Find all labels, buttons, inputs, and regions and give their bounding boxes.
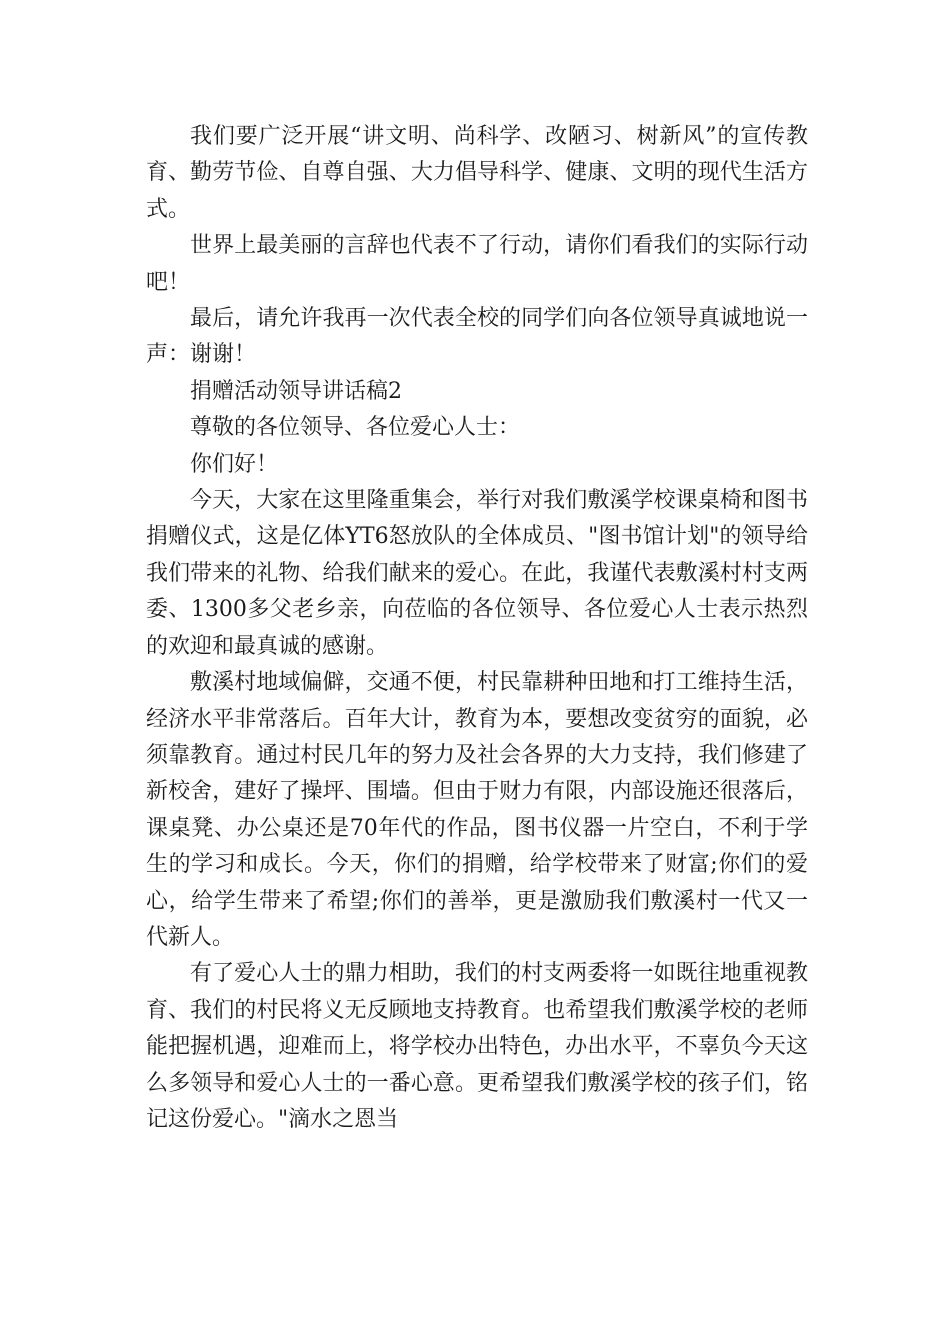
- paragraph-ceremony: 今天，大家在这里隆重集会，举行对我们敷溪学校课桌椅和图书捐赠仪式，这是亿体YT6怒放队的全体成员、"图书馆计划"的领导给我们带来的礼物、给我们献来的爱心。在此，我谨代表敷溪村村支两委、1300多父老乡亲，向莅临的各位领导、各位爱心人士表示热烈的欢迎和最真诚的感谢。: [146, 488, 808, 659]
- paragraph-action: 世界上最美丽的言辞也代表不了行动，请你们看我们的实际行动吧！: [146, 233, 808, 295]
- paragraph-hope: 有了爱心人士的鼎力相助，我们的村支两委将一如既往地重视教育、我们的村民将义无反顾地支持教育。也希望我们敷溪学校的老师能把握机遇，迎难而上，将学校办出特色，办出水平，不辜负今天这么多领导和爱心人士的一番心意。更希望我们敷溪学校的孩子们，铭记这份爱心。"滴水之恩当: [146, 961, 808, 1132]
- document-page: [146, 119, 808, 1138]
- salutation: 尊敬的各位领导、各位爱心人士：: [190, 415, 521, 441]
- greeting: 你们好！: [190, 451, 279, 477]
- paragraph-village: 敷溪村地域偏僻，交通不便，村民靠耕种田地和打工维持生活，经济水平非常落后。百年大计，教育为本，要想改变贫穷的面貌，必须靠教育。通过村民几年的努力及社会各界的大力支持，我们修建了新校舍，建好了操坪、围墙。但由于财力有限，内部设施还很落后，课桌凳、办公桌还是70年代的作品，图书仪器一片空白，不利于学生的学习和成长。今天，你们的捐赠，给学校带来了财富;你们的爱心，给学生带来了希望;你们的善举，更是激励我们敷溪村一代又一代新人。: [146, 670, 808, 950]
- paragraph-civilization: 我们要广泛开展“讲文明、尚科学、改陋习、树新风”的宣传教育、勤劳节俭、自尊自强、大力倡导科学、健康、文明的现代生活方式。: [146, 124, 808, 222]
- paragraph-thanks: 最后，请允许我再一次代表全校的同学们向各位领导真诚地说一声：谢谢！: [146, 306, 808, 368]
- section-title: 捐赠活动领导讲话稿2: [190, 378, 402, 404]
